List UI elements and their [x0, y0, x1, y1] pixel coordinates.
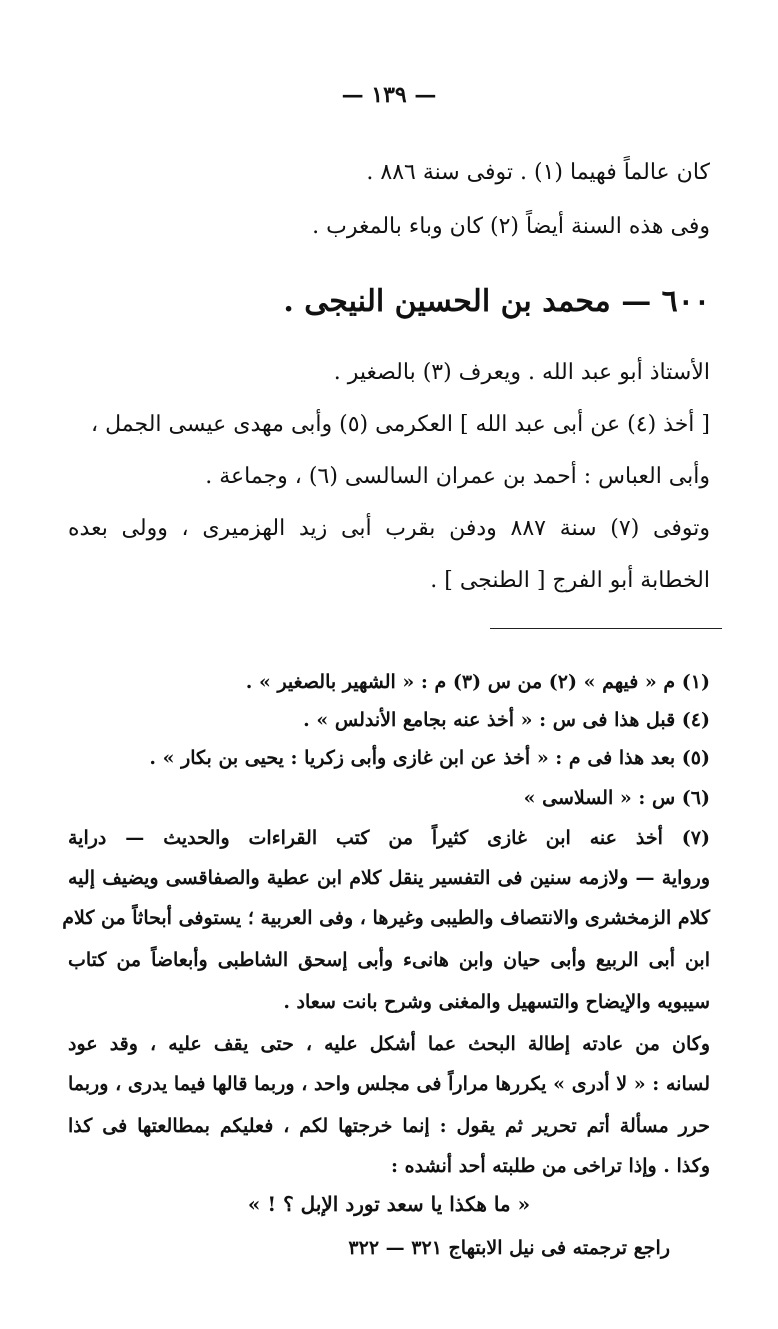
footnote-line: ورواية — ولازمه سنين فى التفسير ينقل كلام ابن عطية والصفاقسى ويضيف إليه — [68, 867, 710, 889]
footnote-line: كلام الزمخشرى والانتصاف والطيبى وغيرها ، وفى العربية ؛ يستوفى أبحاثاً من كلام — [62, 907, 710, 929]
text-line: [ أخذ (٤) عن أبى عبد الله ] العكرمى (٥) وأبى مهدى عيسى الجمل ، — [91, 412, 710, 437]
footnote-line: (٧) أخذ عنه ابن غازى كثيراً من كتب القراءات والحديث — دراية — [68, 827, 710, 849]
footnote: (١) م « فيهم » (٢) من س (٣) م : « الشهير بالصغير » . — [245, 671, 710, 693]
text-line: الخطابة أبو الفرج [ الطنجى ] . — [430, 568, 710, 593]
text-line: وتوفى (٧) سنة ٨٨٧ ودفن بقرب أبى زيد الهزميرى ، وولى بعده — [68, 516, 710, 541]
text-line: وأبى العباس : أحمد بن عمران السالسى (٦) ، وجماعة . — [205, 464, 710, 489]
footnote-line: ابن أبى الربيع وأبى حيان وابن هانىء وأبى إسحق الشاطبى وأبعاضاً من كتاب — [68, 949, 710, 971]
page-number: — ١٣٩ — — [341, 82, 437, 108]
footnote-line: سيبويه والإيضاح والتسهيل والمغنى وشرح بانت سعاد . — [283, 991, 710, 1013]
footnote-line: لسانه : « لا أدرى » يكررها مراراً فى مجلس واحد ، وربما قالها فيما يدرى ، وربما — [68, 1073, 710, 1095]
text-line: وفى هذه السنة أيضاً (٢) كان وباء بالمغرب . — [312, 214, 710, 239]
entry-heading: ٦٠٠ — محمد بن الحسين النيجى . — [283, 284, 710, 319]
text-line: الأستاذ أبو عبد الله . ويعرف (٣) بالصغير . — [333, 360, 710, 385]
footnote: (٥) بعد هذا فى م : « أخذ عن ابن غازى وأبى زكريا : يحيى بن بكار » . — [149, 747, 710, 769]
text-line: كان عالماً فهيما (١) . توفى سنة ٨٨٦ . — [366, 160, 710, 185]
footnote: (٤) قبل هذا فى س : « أخذ عنه بجامع الأندلس » . — [303, 709, 710, 731]
verse-line: « ما هكذا يا سعد تورد الإبل ؟ ! » — [247, 1192, 531, 1216]
footnote: (٦) س : « السلاسى » — [523, 787, 710, 809]
footnote-line: وكذا . وإذا تراخى من طلبته أحد أنشده : — [391, 1155, 710, 1177]
footnote-line: حرر مسألة أتم تحرير ثم يقول : إنما خرجتها لكم ، فعليكم بمطالعتها فى كذا — [68, 1115, 710, 1137]
footnote-line: وكان من عادته إطالة البحث عما أشكل عليه ، حتى يقف عليه ، وقد عود — [68, 1033, 710, 1055]
reference-line: راجع ترجمته فى نيل الابتهاج ٣٢١ — ٣٢٢ — [348, 1237, 670, 1259]
footnote-divider — [490, 628, 722, 629]
